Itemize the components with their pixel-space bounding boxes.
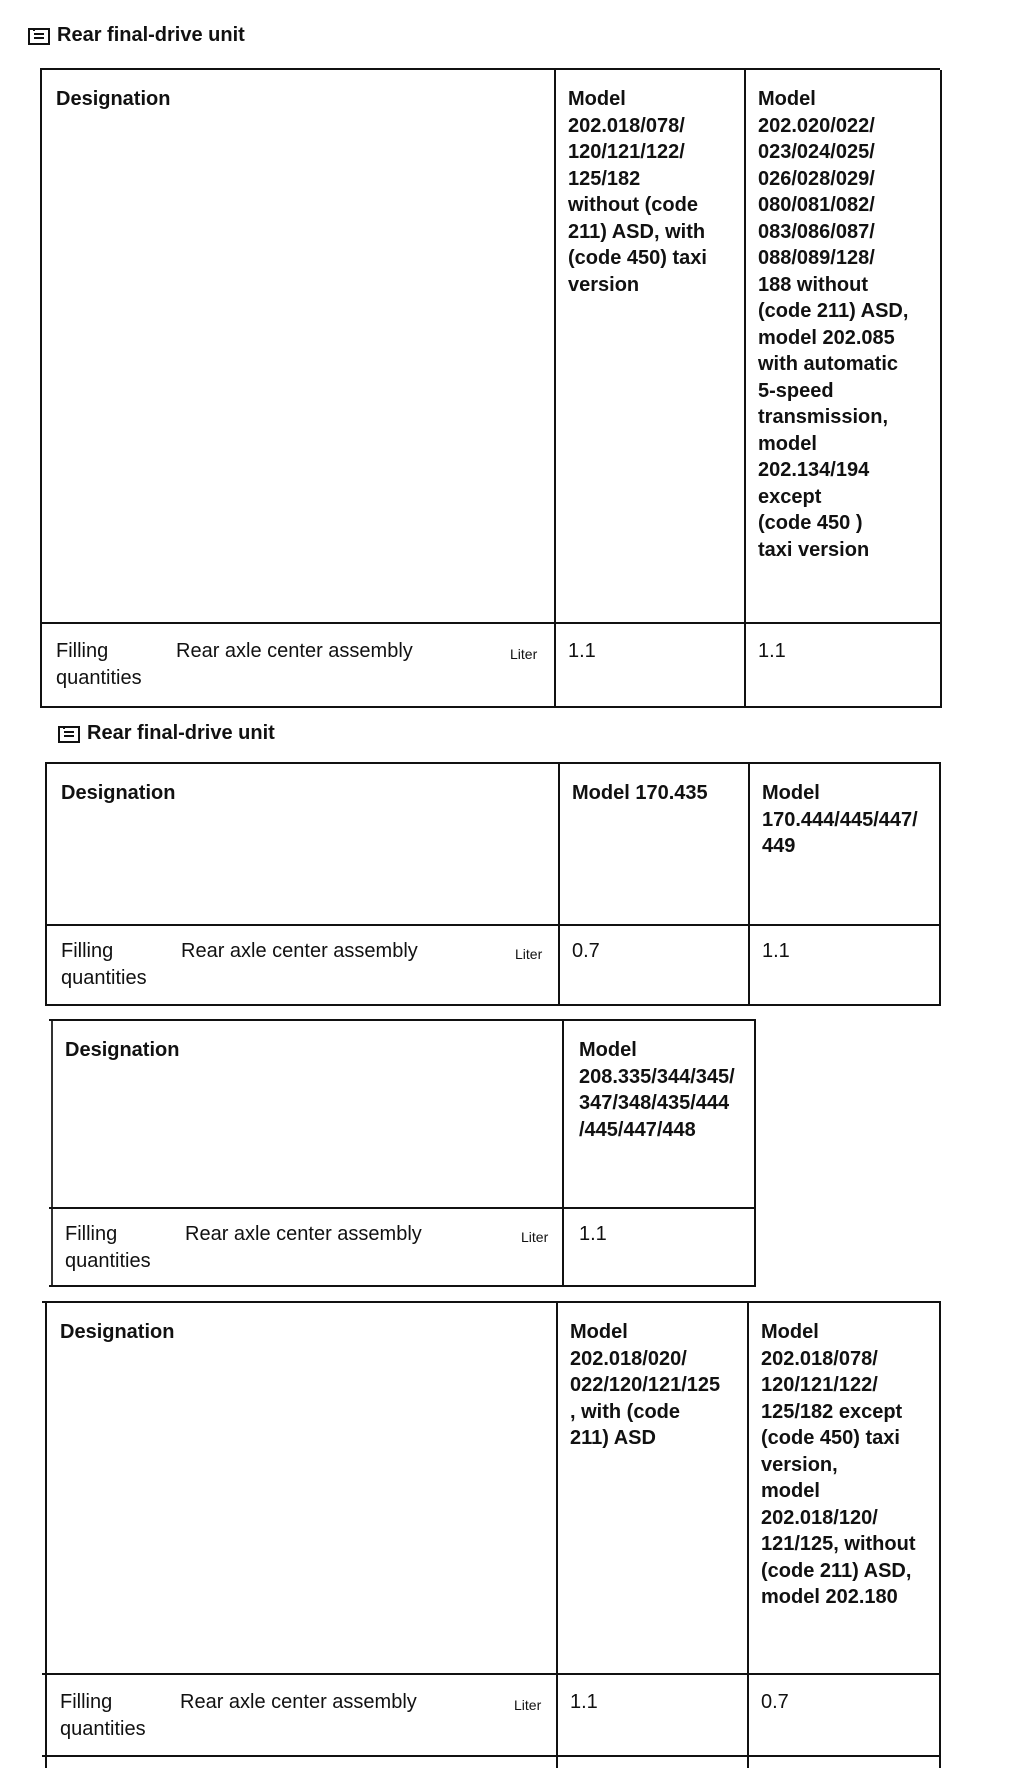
model-column-header: Model 202.020/022/ 023/024/025/ 026/028/029/ 080/081/082/ 083/086/087/ 088/089/128/ 188 without (code 211) ASD, model 202.085 with automatic 5-speed transmission, model 202.134/194 except (code 450 ) taxi version: [758, 88, 909, 561]
section-heading-text: Rear final-drive unit: [57, 24, 245, 46]
section-heading: [58, 722, 275, 745]
quantity-value: 0.7: [572, 940, 600, 962]
quantity-value: 1.1: [579, 1223, 607, 1245]
designation-label: Designation: [61, 782, 176, 804]
section-heading: [28, 24, 245, 47]
quantity-value: 1.1: [758, 640, 786, 662]
model-column-header: Model 202.018/020/ 022/120/121/125 , with (code 211) ASD: [570, 1321, 721, 1449]
section-heading-text: Rear final-drive unit: [87, 722, 275, 744]
spec-table: [40, 68, 940, 708]
rear-axle-label: Rear axle center assembly: [181, 940, 418, 962]
rear-axle-label: Rear axle center assembly: [180, 1691, 417, 1713]
document-icon: [28, 27, 50, 45]
rear-axle-label: Rear axle center assembly: [185, 1223, 422, 1245]
designation-label: Designation: [56, 88, 171, 110]
filling-quantities-label: Filling quantities: [56, 640, 142, 689]
spec-table: [49, 1019, 756, 1287]
model-column-header: Model 170.444/445/447/ 449: [762, 782, 918, 857]
model-column-header: Model 208.335/344/345/ 347/348/435/444 /445/447/448: [579, 1039, 735, 1141]
unit-label: Liter: [515, 946, 543, 962]
rear-axle-label: Rear axle center assembly: [176, 640, 413, 662]
unit-label: Liter: [514, 1697, 542, 1713]
filling-quantities-label: Filling quantities: [61, 940, 147, 989]
quantity-value: 0.7: [761, 1691, 789, 1713]
model-column-header: Model 170.435: [572, 782, 708, 804]
designation-label: Designation: [60, 1321, 175, 1343]
spec-table: [45, 762, 941, 1006]
quantity-value: 1.1: [762, 940, 790, 962]
quantity-value: 1.1: [570, 1691, 598, 1713]
quantity-value: 1.1: [568, 640, 596, 662]
unit-label: Liter: [521, 1229, 549, 1245]
filling-quantities-label: Filling quantities: [60, 1691, 146, 1740]
filling-quantities-label: Filling quantities: [65, 1223, 151, 1272]
document-icon: [58, 725, 80, 743]
spec-table: [42, 1301, 941, 1768]
model-column-header: Model 202.018/078/ 120/121/122/ 125/182 except (code 450) taxi version, model 202.018/120/ 121/125, without (code 211) ASD, model 202.180: [761, 1321, 916, 1608]
designation-label: Designation: [65, 1039, 180, 1061]
model-column-header: Model 202.018/078/ 120/121/122/ 125/182 without (code 211) ASD, with (code 450) taxi version: [568, 88, 707, 296]
unit-label: Liter: [510, 646, 538, 662]
